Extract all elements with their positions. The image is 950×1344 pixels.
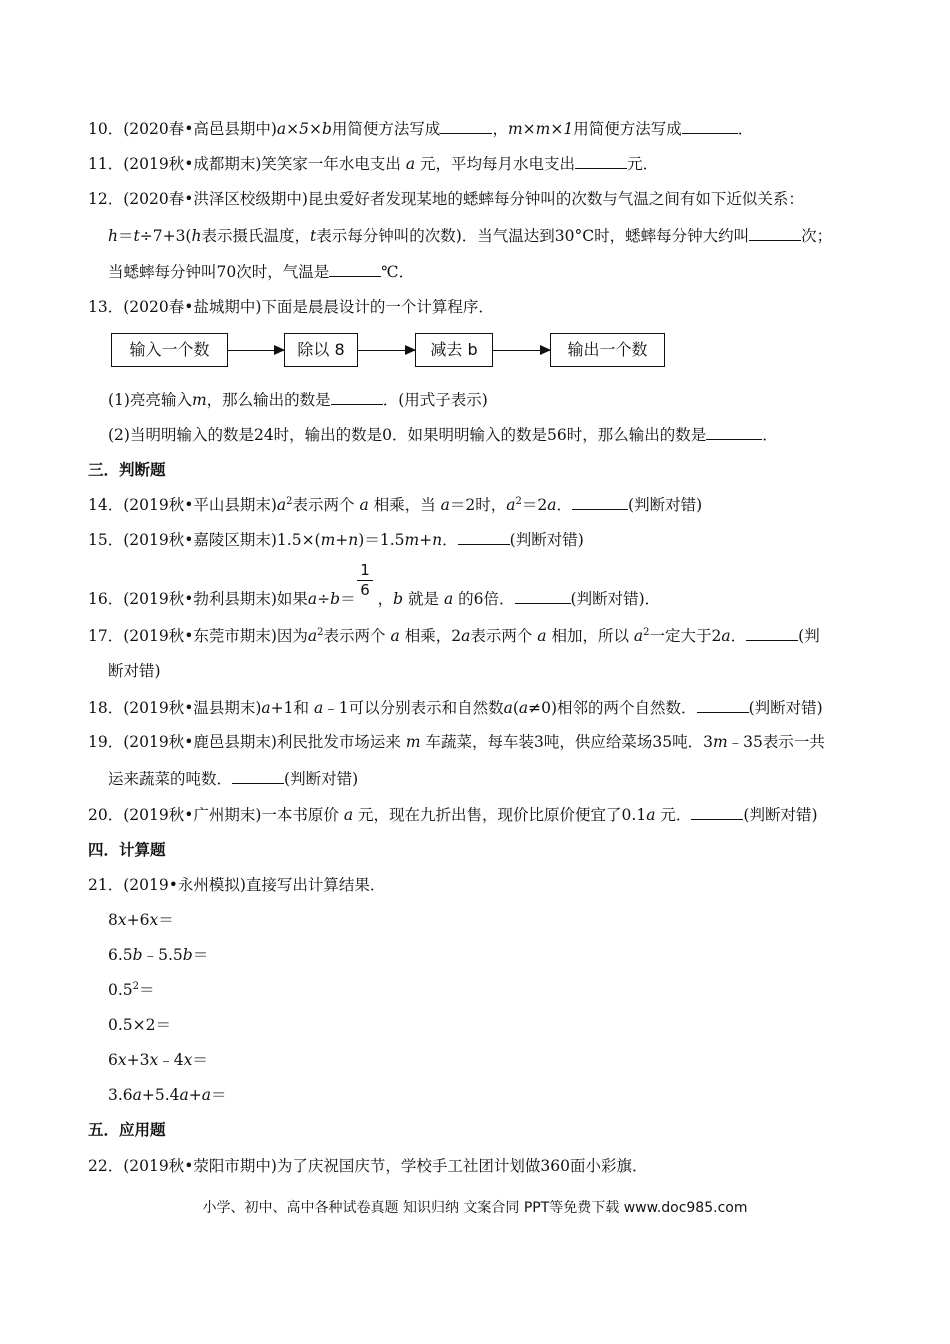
answer-blank[interactable] <box>706 424 762 440</box>
calc-text: ＝ <box>192 946 209 964</box>
variable: t <box>309 227 317 245</box>
exponent: 2 <box>643 627 650 638</box>
variable: x <box>149 1051 159 1069</box>
answer-blank[interactable] <box>329 261 381 277</box>
question-text: )＝1.5 <box>358 531 405 549</box>
question-text: 当蟋蟀每分钟叫70次时，气温是 <box>108 263 330 281</box>
calc-text: +5.4 <box>141 1086 180 1104</box>
question-text: 一定大于2 <box>649 627 722 645</box>
question-text: (2019秋•成都期末)笑笑家一年水电支出 <box>123 155 401 173</box>
question-text: 次； <box>801 227 833 245</box>
question-text: ． <box>442 531 458 549</box>
question-text: ﹣35表示一共 <box>727 733 825 751</box>
flowchart-divide-box: 除以 8 <box>284 333 358 367</box>
question-12-line-3 <box>108 261 414 282</box>
answer-blank[interactable] <box>331 389 383 405</box>
variable: a <box>307 590 318 608</box>
variable: x <box>117 911 127 929</box>
calc-item <box>108 1085 227 1105</box>
question-number: 15． <box>88 531 124 549</box>
variable: a <box>646 806 656 824</box>
question-text: (2019秋•勃利县期末)如果 <box>123 590 308 608</box>
expression: m×m×1 <box>507 120 574 138</box>
answer-blank[interactable] <box>682 118 738 134</box>
question-text: ＝ <box>340 590 356 608</box>
variable: a <box>506 496 516 514</box>
section-heading-judgement: 三．判断题 <box>88 460 166 479</box>
question-text: 就是 <box>408 590 440 608</box>
question-text: 表示两个 <box>323 627 386 645</box>
flowchart-arrow <box>358 350 415 351</box>
calc-text: + <box>188 1086 202 1104</box>
exponent: 2 <box>515 496 522 507</box>
question-text: ， <box>492 120 508 138</box>
question-number: 21． <box>88 876 124 894</box>
question-text: ，那么输出的数是 <box>206 391 331 409</box>
question-13 <box>88 297 494 317</box>
calc-item <box>108 910 174 930</box>
calc-text: +3 <box>126 1051 150 1069</box>
variable: a <box>721 627 731 645</box>
question-number: 18． <box>88 699 124 717</box>
calc-text: 0.5×2＝ <box>108 1016 171 1034</box>
question-text: (1)亮亮输入 <box>108 391 192 409</box>
answer-blank[interactable] <box>458 529 510 545</box>
answer-blank[interactable] <box>749 225 801 241</box>
expression: m+n <box>404 531 443 549</box>
calc-text: 6 <box>108 1051 118 1069</box>
question-18 <box>88 697 823 718</box>
calc-text: 6.5 <box>108 946 133 964</box>
question-text: (2019秋•嘉陵区期末)1.5×( <box>123 531 321 549</box>
question-number: 14． <box>88 496 124 514</box>
question-text: (2020春•盐城期中)下面是晨晨设计的一个计算程序． <box>123 298 494 316</box>
answer-blank[interactable] <box>440 118 492 134</box>
calc-text: ﹣4 <box>158 1051 184 1069</box>
question-text: (2)当明明输入的数是24时，输出的数是0．如果明明输入的数是56时，那么输出的数是 <box>108 426 707 444</box>
question-number: 10． <box>88 120 124 138</box>
answer-blank[interactable] <box>697 697 749 713</box>
question-text: 元，现在九折出售，现价比原价便宜了0.1 <box>358 806 647 824</box>
flowchart-output-box: 输出一个数 <box>550 333 665 367</box>
question-text: 表示两个 <box>470 627 533 645</box>
variable: b <box>132 946 143 964</box>
question-text: (2020春•洪泽区校级期中)昆虫爱好者发现某地的蟋蟀每分钟叫的次数与气温之间有如下近似关系： <box>123 190 804 208</box>
question-text: ＝2 <box>521 496 548 514</box>
fraction-one-sixth <box>355 562 375 599</box>
page-footer: 小学、初中、高中各种试卷真题 知识归纳 文案合同 PPT等免费下载 www.doc985.com <box>202 1200 748 1216</box>
question-12-line-2 <box>108 225 832 246</box>
question-13-part-1 <box>108 389 488 410</box>
question-source: (2019秋•温县期末) <box>123 699 262 717</box>
calc-text: ＝ <box>211 1086 227 1104</box>
question-number: 22． <box>88 1157 124 1175</box>
variable: x <box>117 1051 127 1069</box>
question-source: (2020春•高邑县期中) <box>123 120 277 138</box>
flowchart-subtract-box: 减去 b <box>415 333 493 367</box>
question-text: ．(用式子表示) <box>382 391 488 409</box>
question-text: 的6倍． <box>458 590 515 608</box>
question-text: 断对错) <box>108 662 161 680</box>
question-text: 表示两个 <box>292 496 355 514</box>
variable: a <box>443 590 454 608</box>
question-text: 用简便方法写成 <box>573 120 682 138</box>
flowchart-input-box: 输入一个数 <box>111 333 228 367</box>
question-text: ＝2时， <box>449 496 507 514</box>
question-text: ． <box>737 120 754 138</box>
section-heading-application: 五．应用题 <box>88 1120 166 1139</box>
question-17 <box>88 625 820 646</box>
answer-blank[interactable] <box>232 768 284 784</box>
question-text: (判断对错) <box>284 770 359 788</box>
question-22 <box>88 1156 648 1176</box>
question-number: 20． <box>88 806 124 824</box>
variable: t <box>133 227 140 245</box>
variable: a <box>201 1086 212 1104</box>
variable: b <box>182 946 193 964</box>
question-number: 11． <box>88 155 124 173</box>
question-number: 17． <box>88 627 124 645</box>
calc-text: +6 <box>126 911 150 929</box>
question-20 <box>88 804 818 825</box>
calc-text: 0.5 <box>108 981 133 999</box>
question-text: ． <box>762 426 778 444</box>
question-text: (判断对错)． <box>570 590 661 608</box>
question-text: ℃． <box>381 263 415 281</box>
question-text: (2019秋•东莞市期末)因为 <box>123 627 308 645</box>
question-text: 相加，所以 <box>551 627 629 645</box>
flowchart-arrow <box>493 350 550 351</box>
exponent: 2 <box>317 627 324 638</box>
section-heading-calculation: 四．计算题 <box>88 840 166 859</box>
variable: a <box>132 1086 142 1104</box>
question-text: 用简便方法写成 <box>331 120 441 138</box>
question-text: ( <box>512 699 519 717</box>
flowchart-arrow <box>228 350 284 351</box>
fraction-numerator: 1 <box>360 561 370 579</box>
variable: a <box>405 155 416 173</box>
question-text: 元． <box>660 806 692 824</box>
question-21 <box>88 875 385 895</box>
variable: a <box>276 496 287 514</box>
calc-text: ﹣5.5 <box>142 946 183 964</box>
question-text: (判断对错) <box>628 496 703 514</box>
calc-item <box>108 1050 208 1070</box>
question-text: ﹣1可以分别表示和自然数 <box>323 699 504 717</box>
question-text: (判断对错) <box>743 806 818 824</box>
answer-blank[interactable] <box>746 625 798 641</box>
variable: a <box>307 627 318 645</box>
question-number: 12． <box>88 190 124 208</box>
variable: a <box>313 699 324 717</box>
question-text: (判断对错) <box>509 531 584 549</box>
question-text: (2019秋•广州期末)一本书原价 <box>123 806 339 824</box>
question-17-line-2 <box>108 661 161 681</box>
variable: a <box>537 627 547 645</box>
question-text: 表示每分钟叫的次数)．当气温达到30°C时，蟋蟀每分钟大约叫 <box>316 227 750 245</box>
variable: a <box>179 1086 189 1104</box>
question-text: ＝ <box>117 227 134 245</box>
question-text: 元，平均每月水电支出 <box>420 155 576 173</box>
question-text: ÷7+3( <box>139 227 192 245</box>
variable: a <box>261 699 271 717</box>
variable: a <box>547 496 557 514</box>
answer-blank[interactable] <box>575 153 627 169</box>
answer-blank[interactable] <box>572 494 628 510</box>
variable: m <box>191 391 207 409</box>
question-text: ． <box>556 496 573 514</box>
calc-text: 3.6 <box>108 1086 133 1104</box>
question-number: 16． <box>88 590 124 608</box>
question-text: 元． <box>627 155 659 173</box>
variable: m <box>405 733 421 751</box>
variable: x <box>149 911 159 929</box>
exponent: 2 <box>286 496 293 507</box>
question-text: (2019秋•鹿邑县期末)利民批发市场运来 <box>123 733 401 751</box>
question-text: (2019秋•荥阳市期中)为了庆祝国庆节，学校手工社团计划做360面小彩旗． <box>123 1157 648 1175</box>
question-text: ÷ <box>317 590 331 608</box>
question-source: (2019秋•平山县期末) <box>123 496 277 514</box>
question-19 <box>88 732 825 752</box>
variable: a <box>633 627 644 645</box>
question-text: (判断对错) <box>748 699 823 717</box>
variable: a <box>503 699 513 717</box>
question-15 <box>88 529 584 550</box>
variable: b <box>393 590 404 608</box>
variable: a <box>440 496 450 514</box>
variable: h <box>108 227 118 245</box>
variable: a <box>359 496 369 514</box>
question-text: (2019•永州模拟)直接写出计算结果． <box>123 876 386 894</box>
question-text: ≠0)相邻的两个自然数． <box>528 699 697 717</box>
question-text: 表示摄氏温度， <box>201 227 310 245</box>
question-19-line-2 <box>108 768 358 789</box>
variable: h <box>191 227 202 245</box>
question-text: ， <box>377 590 394 608</box>
variable: a <box>461 627 471 645</box>
question-text: 相乘，2 <box>404 627 462 645</box>
answer-blank[interactable] <box>691 804 743 820</box>
fraction-denominator: 6 <box>360 581 370 599</box>
variable: a <box>390 627 400 645</box>
expression: a×5×b <box>276 120 332 138</box>
question-11 <box>88 153 658 174</box>
variable: m <box>712 733 728 751</box>
variable: x <box>183 1051 193 1069</box>
exponent: 2 <box>132 981 140 992</box>
calc-item <box>108 1015 171 1035</box>
question-text: 车蔬菜，每车装3吨，供应给菜场35吨．3 <box>425 733 713 751</box>
question-14 <box>88 494 702 515</box>
question-12 <box>88 189 804 209</box>
calc-text: ＝ <box>139 981 155 999</box>
variable: b <box>330 590 341 608</box>
question-13-part-2 <box>108 424 778 445</box>
variable: a <box>518 699 529 717</box>
question-number: 19． <box>88 733 124 751</box>
calc-text: ＝ <box>158 911 174 929</box>
question-text: +1和 <box>270 699 310 717</box>
question-text: ． <box>730 627 747 645</box>
answer-blank[interactable] <box>515 588 571 604</box>
question-text: 运来蔬菜的吨数． <box>108 770 233 788</box>
question-text: 相乘，当 <box>373 496 436 514</box>
variable: a <box>343 806 354 824</box>
expression: m+n <box>320 531 359 549</box>
question-number: 13． <box>88 298 124 316</box>
calc-item <box>108 980 155 1000</box>
calc-text: ＝ <box>192 1051 208 1069</box>
question-10 <box>88 118 753 139</box>
question-text: (判 <box>798 627 820 645</box>
calc-text: 8 <box>108 911 118 929</box>
calc-item <box>108 945 208 965</box>
